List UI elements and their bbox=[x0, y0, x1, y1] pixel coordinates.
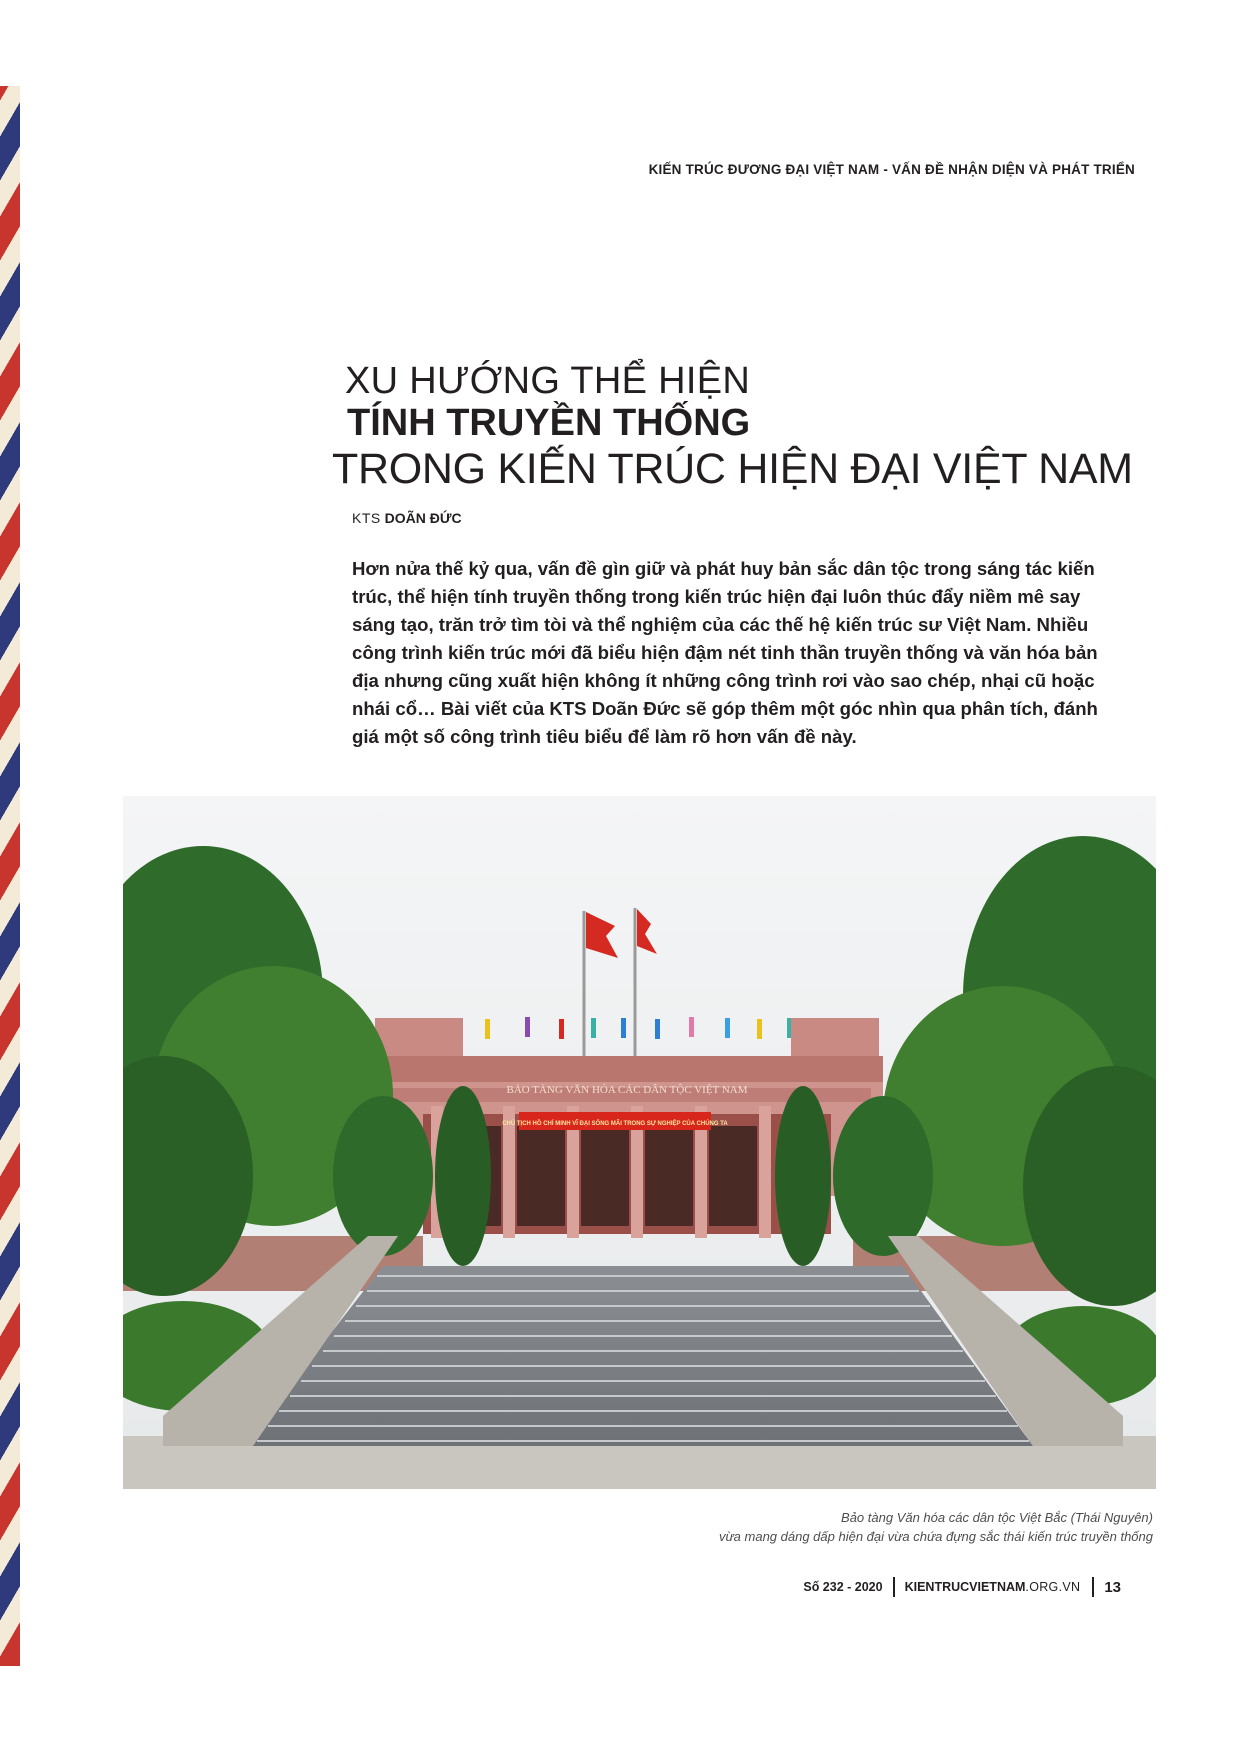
author-name: DOÃN ĐỨC bbox=[384, 510, 462, 526]
author-prefix: KTS bbox=[352, 510, 381, 526]
lead-line: trúc, thể hiện tính truyền thống trong kiến trúc hiện đại luôn thúc đẩy niềm mê say bbox=[352, 586, 1081, 607]
banner-text: CHỦ TỊCH HỒ CHÍ MINH VĨ ĐẠI SỐNG MÃI TRONG SỰ NGHIỆP CỦA CHÚNG TA bbox=[502, 1121, 728, 1127]
museum-photo bbox=[123, 796, 1156, 1489]
site-name: KIENTRUCVIETNAM bbox=[904, 1580, 1026, 1594]
title-line-2: TÍNH TRUYỀN THỐNG bbox=[347, 402, 751, 444]
caption-line-2: vừa mang dáng dấp hiện đại vừa chứa đựng sắc thái kiến trúc truyền thống bbox=[718, 1529, 1153, 1544]
issue-number: Số 232 - 2020 bbox=[803, 1580, 883, 1594]
author-byline bbox=[352, 510, 462, 526]
site-domain: .ORG.VN bbox=[1025, 1580, 1081, 1594]
lead-paragraph bbox=[352, 555, 1102, 751]
running-header: KIẾN TRÚC ĐƯƠNG ĐẠI VIỆT NAM - VẤN ĐỀ NHẬN DIỆN VÀ PHÁT TRIỂN bbox=[648, 162, 1135, 177]
article-title bbox=[332, 360, 1145, 494]
title-line-1: XU HƯỚNG THỂ HIỆN bbox=[345, 360, 751, 402]
lead-line: nhái cổ… Bài viết của KTS Doãn Đức sẽ góp thêm một góc nhìn qua phân tích, đánh bbox=[352, 698, 1098, 719]
page-footer bbox=[803, 1577, 1121, 1597]
lead-line: công trình kiến trúc mới đã biểu hiện đậm nét tinh thần truyền thống và văn hóa bản bbox=[352, 642, 1098, 663]
lead-line: địa nhưng cũng xuất hiện không ít những công trình rơi vào sao chép, nhại cũ hoặc bbox=[352, 670, 1095, 691]
lead-line: Hơn nửa thế kỷ qua, vấn đề gìn giữ và phát huy bản sắc dân tộc trong sáng tác kiến bbox=[352, 558, 1095, 579]
page-number: 13 bbox=[1104, 1578, 1121, 1596]
lead-line: sáng tạo, trăn trở tìm tòi và thể nghiệm của các thế hệ kiến trúc sư Việt Nam. Nhiều bbox=[352, 614, 1089, 635]
title-line-3: TRONG KIẾN TRÚC HIỆN ĐẠI VIỆT NAM bbox=[332, 445, 1133, 493]
airmail-stripe-border bbox=[0, 86, 20, 1666]
caption-line-1: Bảo tàng Văn hóa các dân tộc Việt Bắc (Thái Nguyên) bbox=[841, 1510, 1153, 1525]
site-url bbox=[895, 1580, 1093, 1594]
photo-caption bbox=[719, 1508, 1153, 1546]
museum-illustration bbox=[123, 796, 1156, 1489]
building-sign: BẢO TÀNG VĂN HÓA CÁC DÂN TỘC VIỆT NAM bbox=[506, 1084, 748, 1096]
lead-line: giá một số công trình tiêu biểu để làm rõ hơn vấn đề này. bbox=[352, 726, 857, 747]
